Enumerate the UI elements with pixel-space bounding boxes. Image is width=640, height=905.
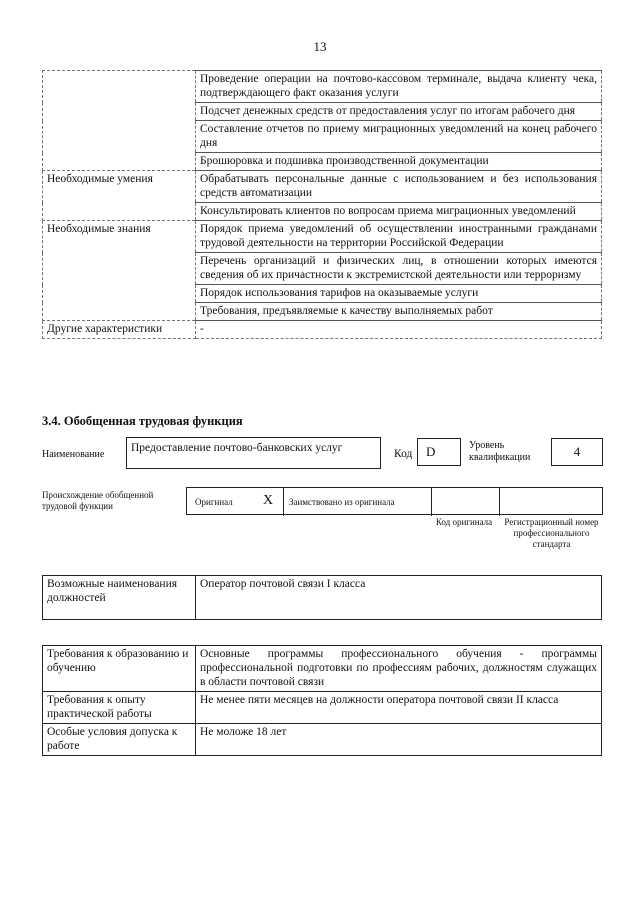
requirement-value: Не менее пяти месяцев на должности оператора почтовой связи II класса — [196, 692, 602, 724]
page-number: 13 — [313, 39, 327, 54]
row-item: Порядок использования тарифов на оказываемые услуги — [196, 285, 602, 303]
requirement-label: Особые условия допуска к работе — [43, 724, 196, 756]
code-value: D — [417, 438, 461, 466]
positions-table — [42, 575, 602, 620]
row-item: Подсчет денежных средств от предоставления услуг по итогам рабочего дня — [196, 103, 602, 121]
name-value: Предоставление почтово-банковских услуг — [126, 437, 381, 469]
row-label — [43, 71, 196, 171]
level-label: Уровень квалификации — [469, 440, 531, 463]
original-mark: X — [263, 493, 274, 508]
row-item: Брошюровка и подшивка производственной документации — [196, 153, 602, 171]
row-item: Обрабатывать персональные данные с использованием и без использования средств автоматизации — [196, 171, 602, 203]
row-item: Проведение операции на почтово-кассовом терминале, выдача клиенту чека, подтверждающего факт оказания услуги — [196, 71, 602, 103]
row-item: Составление отчетов по приему миграционных уведомлений на конец рабочего дня — [196, 121, 602, 153]
name-label: Наименование — [42, 449, 105, 460]
requirement-value: Основные программы профессионального обучения - программы профессиональной подготовки по профессиям рабочих, должностям служащих в области почтовой связи — [196, 646, 602, 692]
original-label: Оригинал — [195, 497, 233, 507]
origin-strip — [186, 487, 603, 515]
positions-label: Возможные наименования должностей — [43, 576, 196, 620]
requirement-label: Требования к опыту практической работы — [43, 692, 196, 724]
positions-value: Оператор почтовой связи I класса — [196, 576, 602, 620]
reg-number-caption: Регистрационный номер профессионального стандарта — [504, 517, 599, 549]
row-label-skills: Необходимые умения — [43, 171, 196, 221]
code-label: Код — [394, 448, 413, 460]
row-item: Требования, предъявляемые к качеству выполняемых работ — [196, 303, 602, 321]
characteristics-table — [42, 70, 602, 339]
row-item: Перечень организаций и физических лиц, в отношении которых имеются сведения об их причастности к экстремистской деятельности или терроризму — [196, 253, 602, 285]
row-label-other: Другие характеристики — [43, 321, 196, 339]
origin-label: Происхождение обобщенной трудовой функции — [42, 490, 154, 511]
level-value: 4 — [551, 438, 603, 466]
row-item: Консультировать клиентов по вопросам приема миграционных уведомлений — [196, 203, 602, 221]
row-item: Порядок приема уведомлений об осуществлении иностранными гражданами трудовой деятельности на территории Российской Федерации — [196, 221, 602, 253]
requirements-table — [42, 645, 602, 756]
requirement-label: Требования к образованию и обучению — [43, 646, 196, 692]
row-label-knowledge: Необходимые знания — [43, 221, 196, 321]
origin-code-caption: Код оригинала — [435, 517, 493, 527]
borrowed-label: Заимствовано из оригинала — [289, 497, 395, 507]
requirement-value: Не моложе 18 лет — [196, 724, 602, 756]
row-item: - — [196, 321, 602, 339]
section-heading: 3.4. Обобщенная трудовая функция — [42, 414, 243, 428]
